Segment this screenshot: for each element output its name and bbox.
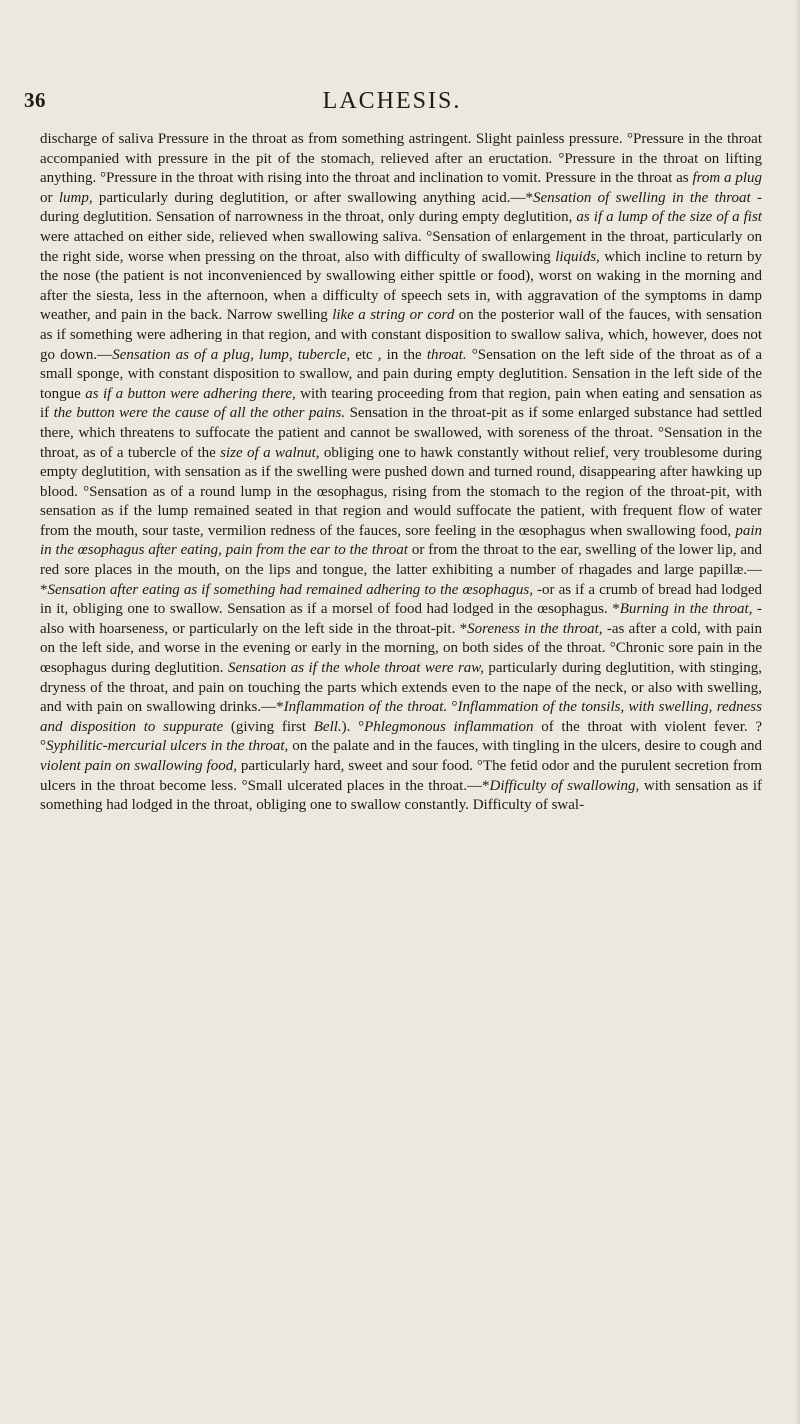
italic-run: Burning in the throat, <box>619 601 753 618</box>
paragraph <box>40 130 762 816</box>
text-run: particularly during deglutition, with stinging, dryness of the throat, and pain on touching the parts which extends even to the nape of the neck, or also with swelling, and with pain on swallowing drinks.—* <box>40 660 763 716</box>
italic-run: Soreness in the throat, <box>467 620 603 637</box>
italic-run: Sensation of swelling in the throat <box>533 189 751 206</box>
body-text <box>40 130 762 816</box>
text-run: °Sensation on the left side of the throat as of a small sponge, with constant disposition to swallow, and pain during empty deglutition. Sensation in the left side of the tongue <box>40 346 762 402</box>
text-run: with sensation as if something had lodged in the throat, obliging one to swallow constantly. Difficulty of swal- <box>40 777 763 814</box>
text-run: etc , in the <box>350 346 427 363</box>
text-run: -as after a cold, with pain on the left side, and worse in the evening or early in the morning, on both sides of the throat. °Chronic sore pain in the œsophagus during deglutition. <box>40 620 762 677</box>
page-header <box>24 88 760 118</box>
italic-run: violent pain on swallowing food, <box>40 758 237 774</box>
italic-run: like a string or cord <box>332 307 455 324</box>
italic-run: Syphilitic-mercurial ulcers in the throat, <box>46 738 289 755</box>
text-run: on the palate and in the fauces, with tingling in the ulcers, desire to cough and <box>288 738 762 755</box>
italic-run: Bell. <box>313 718 342 735</box>
text-run: or from the throat to the ear, swelling of the lower lip, and red sore places in the mouth, on the lips and tongue, the latter exhibiting a number of rhagades and large papillæ.—* <box>40 542 762 598</box>
italic-run: lump, <box>58 189 93 206</box>
text-run: or <box>40 189 59 206</box>
text-run: on the posterior wall of the fauces, with sensation as if something were adhering in that region, and with constant disposition to swallow saliva, which, however, does not go down.— <box>40 307 763 363</box>
text-run: particularly during deglutition, or after swallowing anything acid.—* <box>92 189 533 206</box>
page-edge <box>794 0 800 1424</box>
italic-run: as if a button were adhering there, <box>85 385 296 402</box>
text-run: with tearing proceeding from that region, pain when eating and sensation as if <box>40 385 762 422</box>
italic-run: Phlegmonous inflammation <box>364 718 534 735</box>
italic-run: the button were the cause of all the other pains. <box>53 405 346 422</box>
text-run: particularly hard, sweet and sour food. °The fetid odor and the purulent secretion from ulcers in the throat become less. °Small ulcerated places in the throat.—* <box>40 758 762 794</box>
italic-run: Sensation as of a plug, lump, tubercle, <box>112 346 351 363</box>
italic-run: as if a lump of the size of a fist <box>576 209 762 226</box>
text-run: (giving first <box>223 718 314 735</box>
italic-run: Difficulty of swallowing, <box>489 777 640 794</box>
italic-run: from a plug <box>692 170 763 187</box>
text-run: -also with hoarseness, or particularly on the left side in the throat-pit. * <box>40 601 763 637</box>
running-head: LACHESIS. <box>322 88 462 114</box>
page-number: 36 <box>24 88 46 112</box>
italic-run: Inflammation of the throat. <box>283 699 448 716</box>
text-run: Sensation in the throat-pit as if some enlarged substance had settled there, which threatens to suffocate the patient and cannot be swallowed, with soreness of the throat. °Sensation in the throat, as of a tubercle of the <box>40 405 762 461</box>
italic-run: pain in the œsophagus after eating, pain from the ear to the throat <box>40 522 762 559</box>
italic-run: size of a walnut, <box>220 444 320 461</box>
text-run: ° <box>447 699 458 716</box>
italic-run: Sensation as if the whole throat were raw, <box>227 660 484 677</box>
text-run: -during deglutition. Sensation of narrowness in the throat, only during empty deglutition, <box>40 189 762 226</box>
italic-run: throat. <box>426 346 467 363</box>
text-run: ). ° <box>341 718 365 735</box>
italic-run: liquids, <box>555 248 600 265</box>
italic-run: Inflammation of the tonsils, with swelling, redness and disposition to suppurate <box>40 699 762 735</box>
text-run: of the throat with violent fever. ? ° <box>40 718 762 755</box>
text-run: obliging one to hawk constantly without relief, very troublesome during empty deglutition, with sensation as if the swelling were pushed down and turned round, disappearing after hawking up blood. °Sensation as of a round lump in the œsophagus, rising from the stomach to the region of the throat-pit, with sensation as if the lump remained seated in that region and would suffocate the patient, with frequent flow of water from the mouth, sour taste, vermilion redness of the fauces, sore feeling in the œsophagus when swallowing food, <box>40 444 762 539</box>
italic-run: Sensation after eating as if something had remained adhering to the œsophagus, <box>47 581 533 598</box>
text-run: -or as if a crumb of bread had lodged in it, obliging one to swallow. Sensation as if a morsel of food had lodged in the œsophagus. * <box>40 581 763 618</box>
text-run: discharge of saliva Pressure in the throat as from something astringent. Slight painless pressure. °Pressure in the throat accompanied with pressure in the pit of the stomach, relieved after an eructation. °Pressure in the throat on lifting anything. °Pressure in the throat with rising into the throat and inclination to vomit. Pressure in the throat as <box>40 131 762 187</box>
text-run: were attached on either side, relieved when swallowing saliva. °Sensation of enlargement in the throat, particularly on the right side, worse when pressing on the throat, also with difficulty of swallowing <box>40 228 762 265</box>
text-run: which incline to return by the nose (the patient is not inconvenienced by swallowing either spittle or food), worst on waking in the morning and after the siesta, less in the afternoon, when a difficulty of speech sets in, with aggravation of the symptoms in damp weather, and pain in the back. Narrow swelling <box>40 248 762 324</box>
